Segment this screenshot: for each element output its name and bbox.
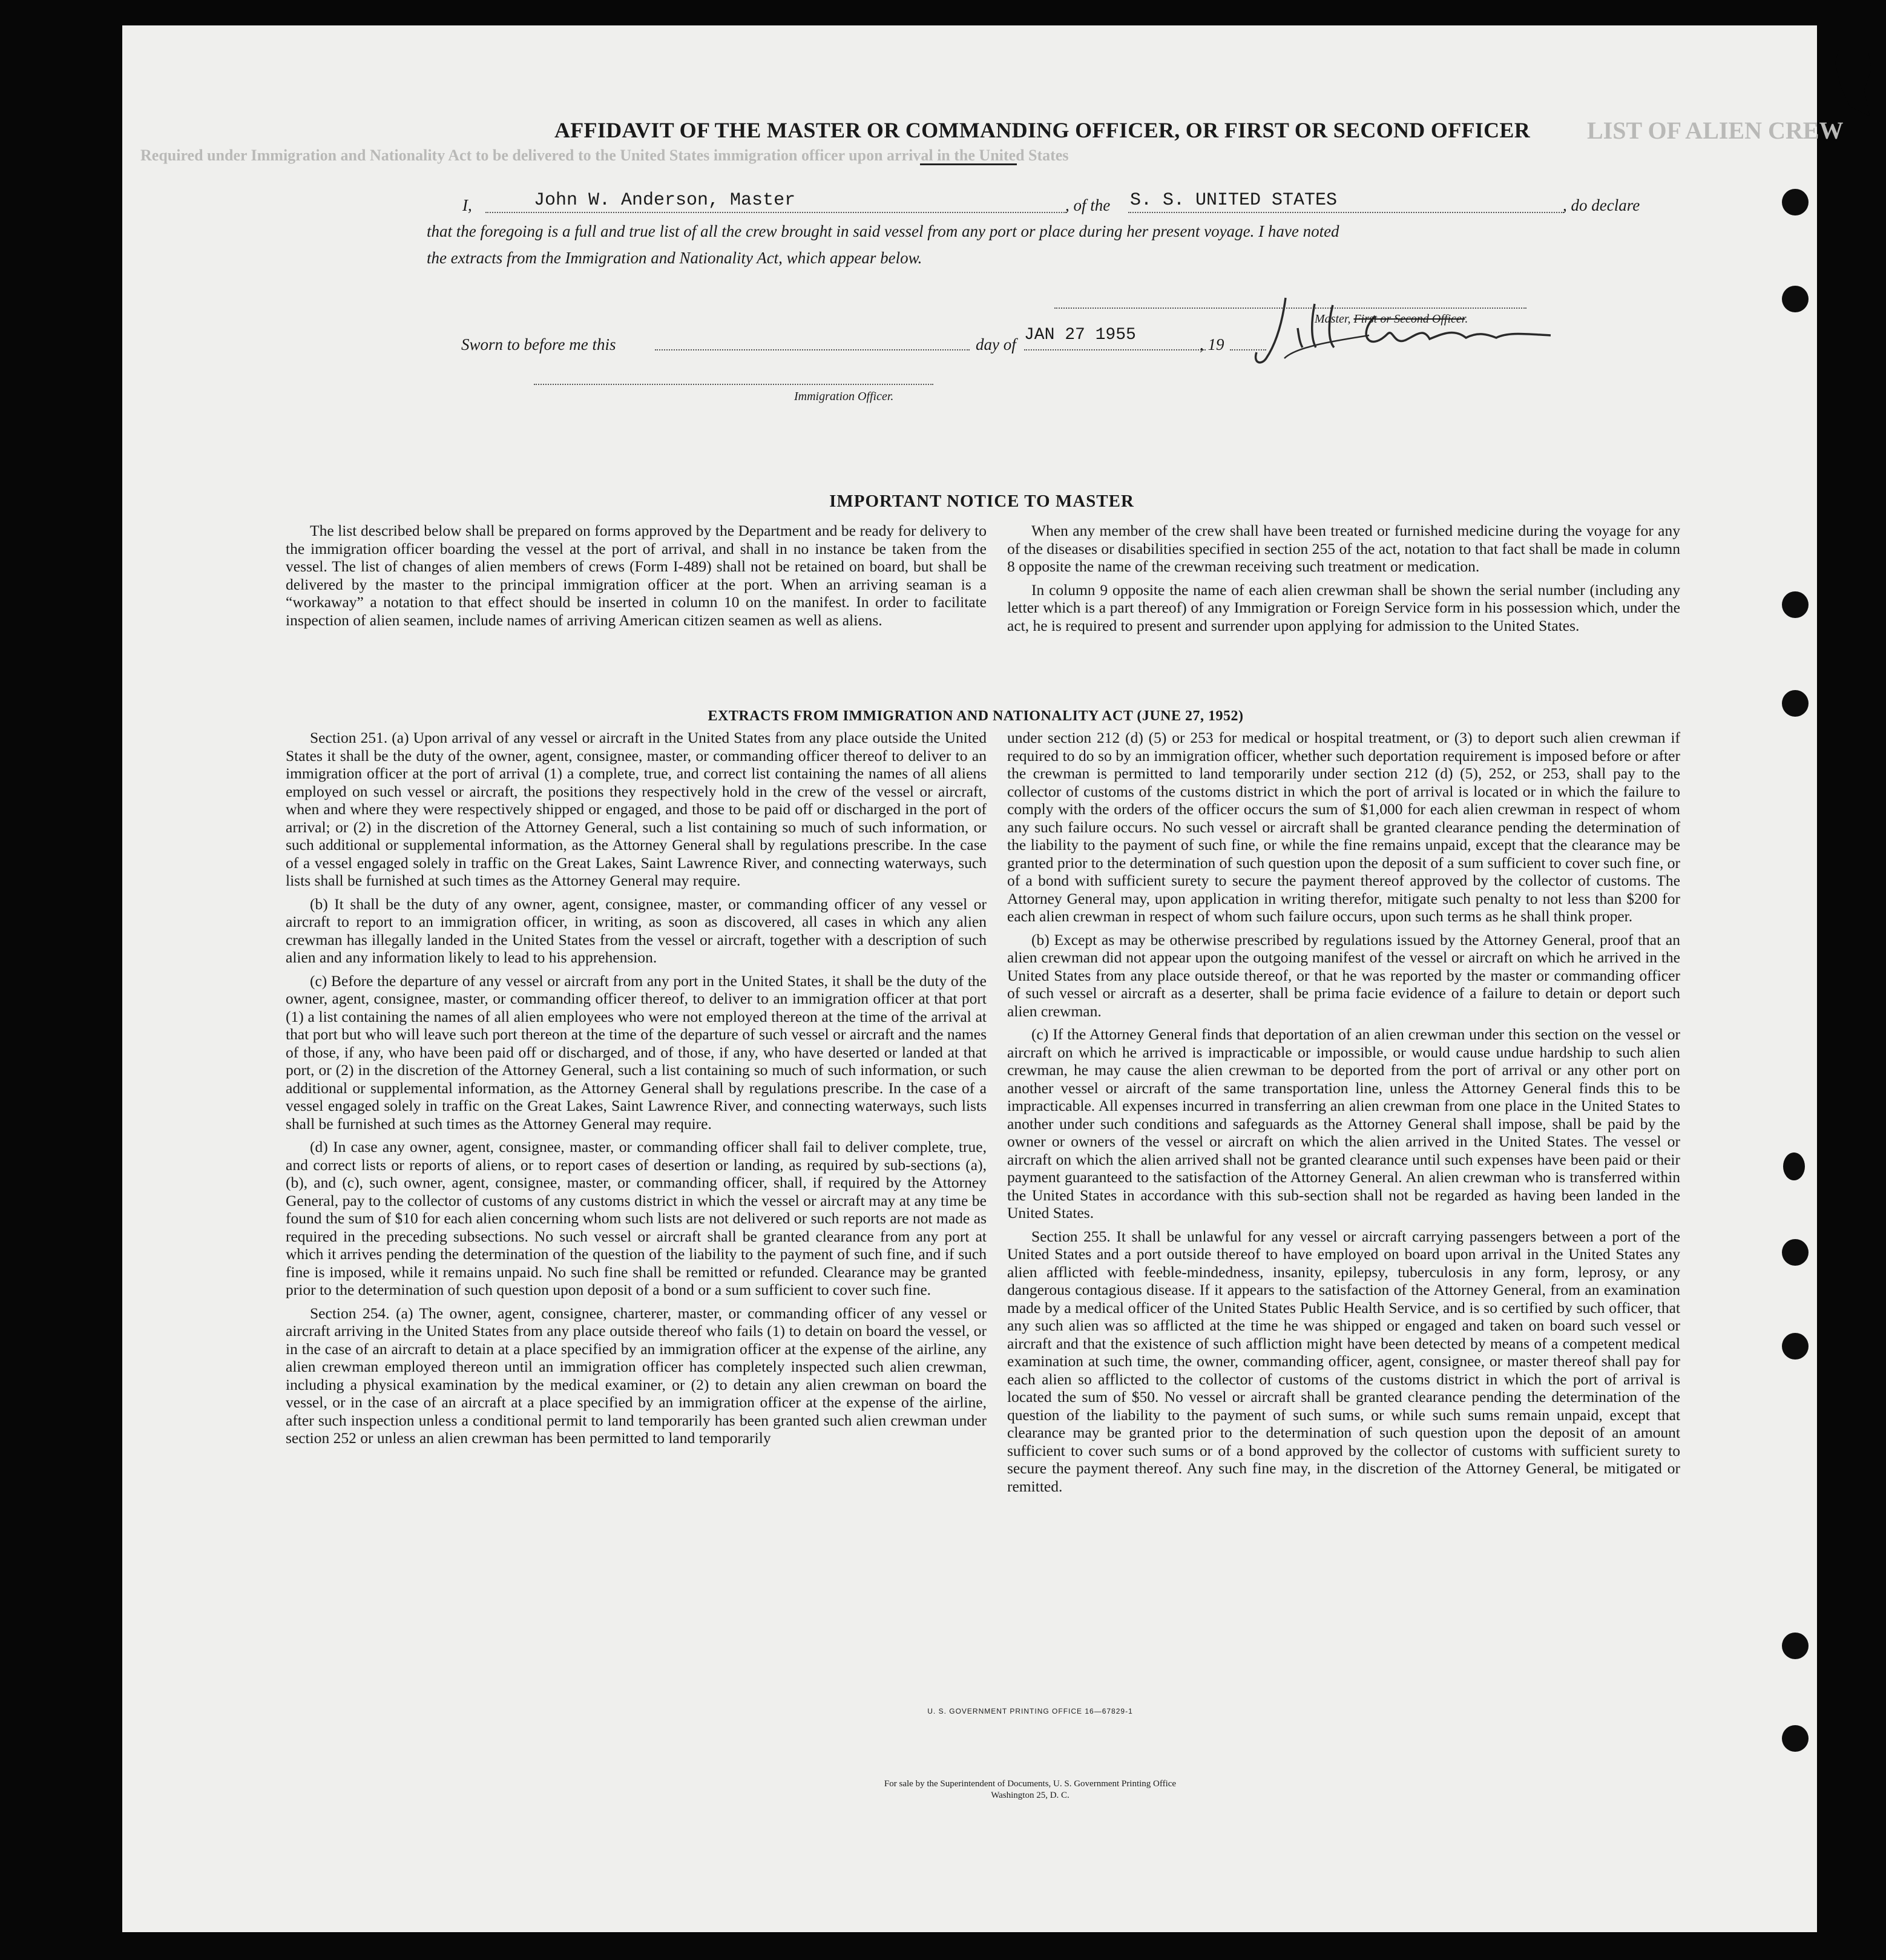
extracts-left-column	[286, 729, 987, 1453]
handwritten-signature	[1248, 292, 1563, 377]
affidavit-line-2: that the foregoing is a full and true list of all the crew brought in said vessel from any port or place during her present voyage. I have noted	[427, 222, 1339, 240]
officer-signature-line	[534, 384, 933, 385]
of-the-label: , of the	[1065, 196, 1111, 214]
year-label: , 19	[1200, 335, 1224, 354]
do-declare-label: , do declare	[1563, 196, 1640, 214]
i-label: I,	[462, 196, 472, 214]
sworn-day-line	[655, 349, 970, 350]
extract-paragraph: (c) Before the departure of any vessel or aircraft from any port in the United States, it shall be the duty of the owner, agent, consignee, master, or commanding officer thereof, to deliver to an immigration officer at that port (1) a list containing the names of all alien employees who were not employed thereon at the time of the arrival at that port but who will leave such port thereon at the time of the departure of such vessel or aircraft and the names of those, if any, who have been paid off or discharged, and of those, if any, who have deserted or landed at that port, or (2) in the discretion of the Attorney General, such a list containing so much of such information, or such additional or supplemental information, as the Attorney General shall by regulations prescribe. In the case of a vessel engaged solely in traffic on the Great Lakes, Saint Lawrence River, and connecting waterways, such lists shall be furnished at such times as the Attorney General may require.	[286, 972, 987, 1133]
officer-caption: Immigration Officer.	[794, 390, 894, 403]
vessel-line	[1128, 212, 1564, 213]
caption-period: .	[1465, 312, 1468, 326]
extract-paragraph: (c) If the Attorney General finds that deportation of an alien crewman under this section on the vessel or aircraft on which he arrived is impracticable or impossible, or would cause undue hardship to such alien crewman, he may cause the alien crewman to be deported from the port of arrival or any other port on another vessel or aircraft of the same transportation line, unless the Attorney General finds this to be impracticable. All expenses incurred in transferring an alien crewman from one place in the United States to another under such conditions and safeguards as the Attorney General shall impose, shall be paid by the owner or owners of the vessel or aircraft on which the alien arrived in the United States. The vessel or aircraft on which the alien arrived shall not be granted clearance until such expenses have been paid or their payment guaranteed to the satisfaction of the Attorney General. An alien crewman who is transferred within the United States in accordance with this sub-section shall not be regarded as having been landed in the United States.	[1007, 1025, 1680, 1222]
extract-paragraph: (b) It shall be the duty of any owner, agent, consignee, master, or commanding officer of any vessel or aircraft to report to an immigration officer, in writing, as soon as discovered, all cases in which any alien crewman has illegally landed in the United States from the vessel or aircraft, together with a description of such alien and any information likely to lead to his apprehension.	[286, 895, 987, 966]
binder-hole	[1783, 1153, 1805, 1180]
binder-hole	[1782, 189, 1809, 215]
affidavit-title: AFFIDAVIT OF THE MASTER OR COMMANDING OFFICER, OR FIRST OR SECOND OFFICER	[554, 118, 1531, 142]
extract-paragraph: (d) In case any owner, agent, consignee, master, or commanding officer shall fail to deliver complete, true, and correct lists or reports of aliens, or to report cases of desertion or landing, as required by sub-sections (a), (b), and (c), such owner, agent, consignee, master, or commanding officer, shall, if required by the Attorney General, pay to the collector of customs of any customs district in which the vessel or aircraft may at any time be found the sum of $10 for each alien concerning whom such lists are not delivered or such reports are not made as required in the preceding subsections. No such vessel or aircraft shall be granted clearance from any port at which it arrives pending the determination of the question of the liability to the payment of such fine, and if such fine is imposed, while it remains unpaid. No such fine shall be remitted or refunded. Clearance may be granted prior to the determination of such question upon deposit of a bond or a sum sufficient to cover such fine.	[286, 1138, 987, 1298]
binder-hole	[1782, 690, 1809, 717]
vessel-name: S. S. UNITED STATES	[1130, 190, 1338, 211]
notice-left-column	[286, 522, 987, 634]
declarant-name: John W. Anderson, Master	[534, 190, 796, 211]
binder-hole	[1782, 1725, 1809, 1752]
notice-right-paragraph: When any member of the crew shall have been treated or furnished medicine during the voyage for any of the diseases or disabilities specified in section 255 of the act, notation to that fact shall be made in column 8 opposite the name of the crewman receiving such treatment or medication.	[1007, 522, 1680, 575]
day-of-label: day of	[976, 335, 1016, 354]
binder-hole	[1782, 1633, 1809, 1659]
binder-hole	[1782, 1333, 1809, 1360]
document-page	[122, 25, 1844, 1932]
extracts-right-column	[1007, 729, 1680, 1501]
print-code: U. S. GOVERNMENT PRINTING OFFICE 16—67829-1	[927, 1707, 1133, 1715]
extract-paragraph: under section 212 (d) (5) or 253 for medical or hospital treatment, or (3) to deport such alien crewman if required to do so by an immigration officer, whether such deportation requirement is imposed before or after the crewman is permitted to land temporarily under section 212 (d) (5), 252, or 253, shall pay to the collector of customs of the customs district in which the port of arrival is located or in which the failure to comply with the orders of the officer occurs the sum of $1,000 for each alien crewman in respect of whom any such failure occurs. No such vessel or aircraft shall be granted clearance pending the determination of the liability to the payment of such fine, or while the fine remains unpaid, except that the clearance may be granted prior to the determination of such question upon the deposit of a sum sufficient to cover such fine, or of a bond with sufficient surety to secure the payment thereof approved by the collector of customs. The Attorney General may, upon application in writing therefor, mitigate such penalty to not less than $200 for each alien crewman in respect of whom such failure occurs, upon such terms as he shall think proper.	[1007, 729, 1680, 925]
extract-paragraph: Section 255. It shall be unlawful for any vessel or aircraft carrying passengers between a port of the United States and a port outside thereof to have employed on board upon arrival in the United States any alien afflicted with feeble-mindedness, insanity, epilepsy, tuberculosis in any form, leprosy, or any dangerous contagious disease. If it appears to the satisfaction of the Attorney General, from an examination made by a medical officer of the United States Public Health Service, and is so certified by such officer, that any such alien was so afflicted at the time he was shipped or engaged and taken on board such vessel or aircraft and that the existence of such affliction might have been detected by means of a competent medical examination at such time, the owner, commanding officer, agent, consignee, or master thereof shall pay for each alien so afflicted to the collector of customs of the customs district in which the port of arrival is located the sum of $50. No vessel or aircraft shall be granted clearance pending the determination of the question of the liability to the payment of such sums, or while such sums remain unpaid, except that clearance may be granted prior to the determination of such question upon the deposit of an amount sufficient to cover such sums or of a bond approved by the collector of customs with sufficient surety to secure the payment thereof. Any such fine may, in the discretion of the Attorney General, be mitigated or remitted.	[1007, 1227, 1680, 1495]
date-stamp: JAN 27 1955	[1024, 326, 1136, 344]
torn-corner	[1835, 50, 1871, 116]
notice-right-column	[1007, 522, 1680, 640]
for-sale-line-1: For sale by the Superintendent of Documents, U. S. Government Printing Office	[884, 1779, 1177, 1789]
caption-struck-officer: First or Second Officer	[1353, 312, 1465, 326]
signature-caption	[1315, 312, 1468, 326]
sworn-label: Sworn to before me this	[461, 335, 616, 354]
notice-title: IMPORTANT NOTICE TO MASTER	[829, 492, 1134, 511]
extracts-title: EXTRACTS FROM IMMIGRATION AND NATIONALITY ACT (JUNE 27, 1952)	[708, 708, 1244, 724]
for-sale-line-2: Washington 25, D. C.	[991, 1791, 1070, 1800]
binder-hole	[1782, 286, 1809, 312]
sworn-month-line	[1024, 349, 1206, 350]
notice-right-paragraph: In column 9 opposite the name of each alien crewman shall be shown the serial number (including any letter which is a part thereof) of any Immigration or Foreign Service form in his possession which, under the act, he is required to present and surrender upon applying for admission to the United States.	[1007, 580, 1680, 634]
sworn-year-line	[1230, 349, 1266, 350]
title-rule	[920, 163, 1017, 165]
caption-master: Master,	[1315, 312, 1351, 326]
for-sale-notice	[728, 1778, 1333, 1801]
bleed-through-right: LIST OF ALIEN CREW	[1587, 117, 1844, 144]
extract-paragraph: Section 254. (a) The owner, agent, consignee, charterer, master, or commanding officer of any vessel or aircraft arriving in the United States from any place outside thereof who fails (1) to detain on board the vessel, or in the case of an aircraft to detain at a place specified by an immigration officer at the expense of the airline, any alien crewman employed thereon until an immigration officer has completely inspected such alien crewman, including a physical examination by the medical examiner, or (2) to detain any alien crewman on board the vessel, or in the case of an aircraft at a place specified by an immigration officer at the expense of the airline, after such inspection unless a conditional permit to land temporarily has been granted such alien crewman under section 252 or unless an alien crewman has been permitted to land temporarily	[286, 1304, 987, 1447]
binder-hole	[1782, 1239, 1809, 1266]
notice-left-paragraph: The list described below shall be prepared on forms approved by the Department and be ready for delivery to the immigration officer boarding the vessel at the port of arrival, and shall in no instance be taken from the vessel. The list of changes of alien members of crews (Form I-489) shall not be retained on board, but shall be delivered by the master to the principal immigration officer at the port. When an arriving seaman is a “workaway” a notation to that effect should be inserted in column 10 on the manifest. In order to facilitate inspection of alien seamen, include names of arriving American citizen seamen as well as aliens.	[286, 522, 987, 629]
binder-hole	[1782, 591, 1809, 618]
declarant-line	[485, 212, 1066, 213]
affidavit-line-3: the extracts from the Immigration and Nationality Act, which appear below.	[427, 249, 922, 267]
extract-paragraph: Section 251. (a) Upon arrival of any vessel or aircraft in the United States from any place outside the United States it shall be the duty of the owner, agent, consignee, master, or commanding officer thereof to deliver to an immigration officer at the port of arrival (1) a complete, true, and correct list containing the names of all aliens employed on such vessel or aircraft, the positions they respectively hold in the crew of the vessel or aircraft, when and where they were respectively shipped or engaged, and those to be paid off or discharged in the port of arrival; or (2) in the discretion of the Attorney General, such a list containing so much of such information, or such additional or supplemental information, as the Attorney General shall by regulations prescribe. In the case of a vessel engaged solely in traffic on the Great Lakes, Saint Lawrence River, and connecting waterways, such lists shall be furnished at such times as the Attorney General may require.	[286, 729, 987, 889]
bleed-through-top: Required under Immigration and Nationality Act to be delivered to the United States immigration officer upon arrival in the United States	[140, 146, 1069, 164]
extract-paragraph: (b) Except as may be otherwise prescribed by regulations issued by the Attorney General, proof that an alien crewman did not appear upon the outgoing manifest of the vessel or aircraft on which he arrived in the United States from any place outside thereof, or that he was reported by the master or commanding officer of such vessel or aircraft as a deserter, shall be prima facie evidence of a failure to detain or deport such alien crewman.	[1007, 930, 1680, 1020]
